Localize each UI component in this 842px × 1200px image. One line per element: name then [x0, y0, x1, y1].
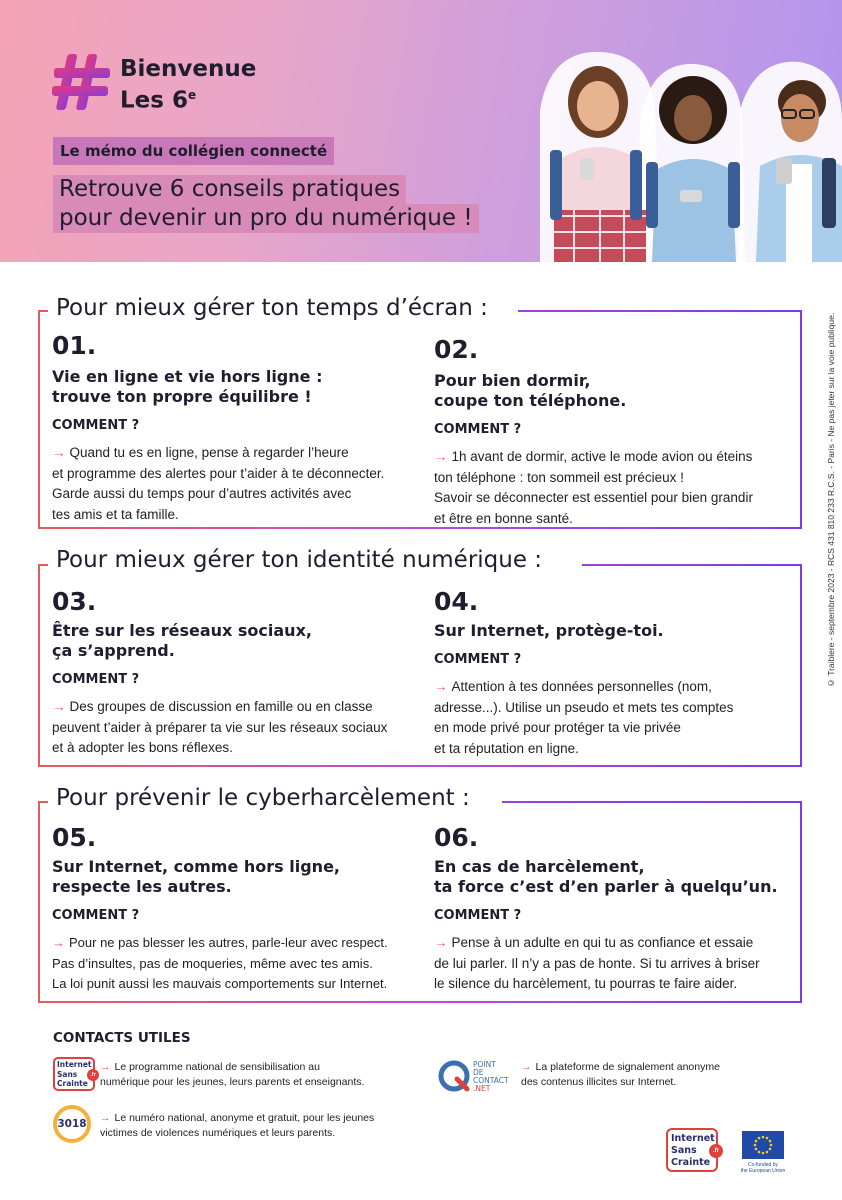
tip-number: 01. [52, 331, 97, 360]
internet-sans-crainte-logo: Internet Sans Crainte .fr [53, 1057, 95, 1091]
tip-how-label: COMMENT ? [434, 652, 522, 667]
header-banner [0, 0, 842, 262]
frame-line [38, 564, 40, 767]
eu-flag-icon [742, 1131, 784, 1159]
section-cyberbullying [38, 785, 802, 1003]
memo-tag: Le mémo du collégien connecté [53, 137, 334, 165]
tip-number: 04. [434, 587, 479, 616]
frame-line [38, 801, 40, 1003]
section-title: Pour mieux gérer ton temps d’écran : [52, 295, 492, 321]
frame-line [502, 801, 802, 803]
legal-mention: © Traiblere - septembre 2023 - RCS 431 810 233 R.C.S. - Paris - Ne pas jeter sur la voie publique. [826, 312, 836, 688]
frame-line [38, 1001, 802, 1003]
contact-3018-description: → Le numéro national, anonyme et gratuit, pour les jeunes victimes de violences numériques et leurs parents. [100, 1112, 375, 1139]
tip-number: 05. [52, 823, 97, 852]
arrow-right-icon: → [100, 1112, 111, 1124]
tip-body: → Quand tu es en ligne, pense à regarder l’heure et programme des alertes pour t’aider à te déconnecter. Garde aussi du temps pour d’autres activités avec tes amis et ta famille. [52, 445, 385, 522]
arrow-right-icon: → [521, 1061, 532, 1073]
section-digital-identity [38, 547, 802, 767]
arrow-right-icon: → [100, 1061, 111, 1073]
tip-04 [434, 587, 794, 759]
tip-05 [52, 823, 422, 995]
tip-01 [52, 331, 412, 525]
tip-body: → Des groupes de discussion en famille ou en classe peuvent t’aider à préparer ta vie sur les réseaux sociaux et à adopter les bons réflexes. [52, 699, 388, 755]
tip-title: Être sur les réseaux sociaux, ça s’apprend. [52, 621, 312, 660]
tip-how-label: COMMENT ? [52, 418, 140, 433]
tip-number: 03. [52, 587, 97, 616]
frame-line [38, 765, 802, 767]
tip-number: 06. [434, 823, 479, 852]
tip-02 [434, 335, 794, 529]
tip-how-label: COMMENT ? [434, 908, 522, 923]
tip-body: → Pour ne pas blesser les autres, parle-leur avec respect. Pas d’insultes, pas de moqueries, même avec tes amis. La loi punit aussi les mauvais comportements sur Internet. [52, 935, 388, 991]
section-title: Pour mieux gérer ton identité numérique : [52, 547, 546, 573]
arrow-right-icon: → [434, 449, 448, 464]
tip-title: Pour bien dormir, coupe ton téléphone. [434, 371, 627, 410]
internet-sans-crainte-logo-footer: Internet Sans Crainte .fr [666, 1128, 718, 1172]
point-de-contact-logo-text: POINT DE CONTACT .NET [473, 1060, 509, 1093]
tip-title: Vie en ligne et vie hors ligne : trouve ton propre équilibre ! [52, 367, 323, 406]
contacts-title: CONTACTS UTILES [53, 1030, 191, 1046]
headline: Retrouve 6 conseils pratiques pour devenir un pro du numérique ! [53, 175, 479, 233]
point-de-contact-logo-icon [437, 1059, 471, 1093]
3018-logo: 3018 [53, 1105, 91, 1143]
arrow-right-icon: → [52, 935, 65, 950]
frame-line [518, 310, 802, 312]
tip-body: → Attention à tes données personnelles (nom, adresse...). Utilise un pseudo et mets tes comptes en mode privé pour protéger ta vie privée et ta réputation en ligne. [434, 679, 734, 756]
contact-pdc-description: → La plateforme de signalement anonyme des contenus illicites sur Internet. [521, 1061, 720, 1088]
arrow-right-icon: → [52, 445, 66, 460]
tip-title: En cas de harcèlement, ta force c’est d’en parler à quelqu’un. [434, 857, 778, 896]
section-title: Pour prévenir le cyberharcèlement : [52, 785, 474, 811]
tip-how-label: COMMENT ? [52, 672, 140, 687]
tip-number: 02. [434, 335, 479, 364]
frame-line [38, 310, 40, 529]
tip-how-label: COMMENT ? [52, 908, 140, 923]
frame-line [800, 801, 802, 1003]
frame-line [800, 310, 802, 529]
arrow-right-icon: → [434, 679, 448, 694]
tip-title: Sur Internet, protège-toi. [434, 621, 664, 640]
tip-title: Sur Internet, comme hors ligne, respecte les autres. [52, 857, 340, 896]
tip-03 [52, 587, 412, 759]
arrow-right-icon: → [52, 699, 66, 714]
logo-title: Bienvenue Les 6e [120, 56, 257, 114]
students-photo [510, 40, 842, 262]
arrow-right-icon: → [434, 935, 448, 950]
tip-body: → Pense à un adulte en qui tu as confiance et essaie de lui parler. Il n’y a pas de honte. Si tu arrives à briser le silence du harcèlement, tu pourras te faire aider. [434, 935, 760, 991]
frame-line [800, 564, 802, 767]
hashtag-logo-icon [52, 52, 112, 112]
frame-line [582, 564, 802, 566]
tip-body: → 1h avant de dormir, active le mode avion ou éteins ton téléphone : ton sommeil est précieux ! Savoir se déconnecter est essentiel pour bien grandir et être en bonne santé. [434, 449, 753, 526]
tip-how-label: COMMENT ? [434, 422, 522, 437]
tip-06 [434, 823, 794, 995]
eu-caption: Co-funded by the European Union [740, 1162, 786, 1174]
section-screen-time [38, 295, 802, 529]
contact-isc-description: → Le programme national de sensibilisation au numérique pour les jeunes, leurs parents et enseignants. [100, 1061, 365, 1088]
